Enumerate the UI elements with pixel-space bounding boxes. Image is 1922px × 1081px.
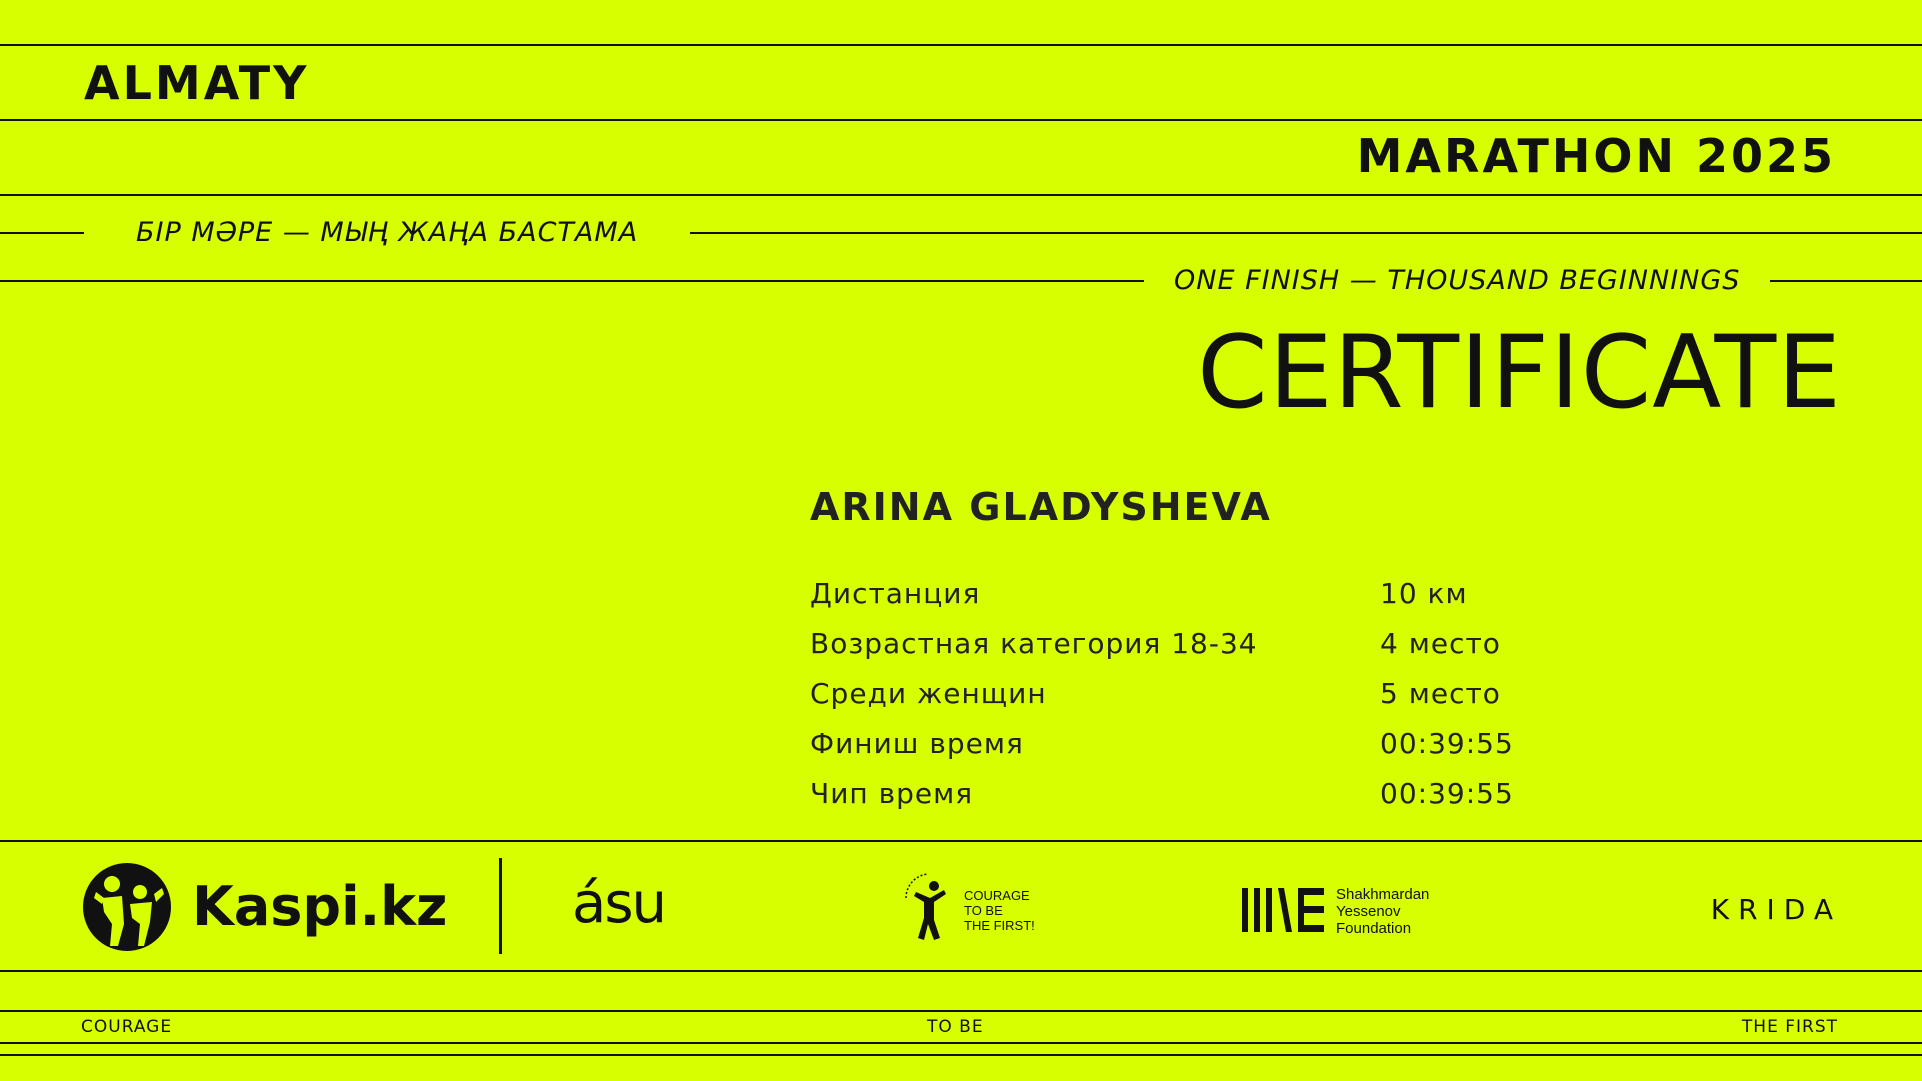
- result-row-finish-time: [810, 727, 1610, 770]
- participant-name: ARINA GLADYSHEVA: [810, 485, 1272, 529]
- result-label: Чип время: [810, 777, 974, 810]
- rule-below-sponsors: [0, 970, 1922, 972]
- yessenov-line: Shakhmardan: [1336, 886, 1430, 903]
- rule-below-event: [0, 194, 1922, 196]
- kaspi-wordmark: Kaspi.kz: [192, 875, 448, 938]
- corporate-fund-line: THE FIRST!: [964, 918, 1035, 933]
- yessenov-mark-icon: [1242, 888, 1324, 932]
- yessenov-foundation-logo: [1242, 886, 1442, 936]
- runner-icon: [900, 868, 950, 944]
- rule-above-sponsors: [0, 840, 1922, 842]
- result-row-age-category: [810, 627, 1610, 670]
- corporate-fund-logo: [900, 868, 1040, 944]
- result-label: Дистанция: [810, 577, 981, 610]
- rule-footer-top: [0, 1010, 1922, 1012]
- footer-the-first: THE FIRST: [1741, 1017, 1838, 1037]
- kaspi-logo: [82, 862, 448, 954]
- yessenov-line: Foundation: [1336, 920, 1412, 937]
- asu-logo: ásu: [572, 871, 665, 936]
- slogan-kazakh: БІР МӘРЕ — МЫҢ ЖАҢА БАСТАМА: [84, 219, 690, 246]
- result-label: Финиш время: [810, 727, 1024, 760]
- yessenov-text: [1336, 886, 1429, 937]
- corporate-fund-line: TO BE: [964, 903, 1003, 918]
- result-row-distance: [810, 577, 1610, 620]
- krida-logo: KRIDA: [1710, 893, 1842, 926]
- result-value: 5 место: [1380, 677, 1501, 710]
- kaspi-people-icon: [82, 862, 172, 952]
- slogan-english: ONE FINISH — THOUSAND BEGINNINGS: [1144, 267, 1770, 294]
- result-value: 4 место: [1380, 627, 1501, 660]
- sponsor-divider: [499, 858, 502, 954]
- rule-top: [0, 44, 1922, 46]
- rule-below-city: [0, 119, 1922, 121]
- result-label: Возрастная категория 18-34: [810, 627, 1258, 660]
- result-value: 00:39:55: [1380, 777, 1514, 810]
- result-value: 00:39:55: [1380, 727, 1514, 760]
- city-title: ALMATY: [84, 56, 310, 110]
- event-title: MARATHON 2025: [1356, 129, 1836, 183]
- result-row-women: [810, 677, 1610, 720]
- rule-footer-bottom: [0, 1042, 1922, 1044]
- result-row-chip-time: [810, 777, 1610, 820]
- corporate-fund-line: COURAGE: [964, 888, 1030, 903]
- rule-bottom: [0, 1054, 1922, 1056]
- result-value: 10 км: [1380, 577, 1468, 610]
- corporate-fund-text: [964, 888, 1035, 933]
- yessenov-line: Yessenov: [1336, 903, 1401, 920]
- footer-to-be: TO BE: [927, 1017, 984, 1037]
- result-label: Среди женщин: [810, 677, 1047, 710]
- certificate-title: CERTIFICATE: [1197, 313, 1842, 431]
- footer-courage: COURAGE: [81, 1017, 173, 1037]
